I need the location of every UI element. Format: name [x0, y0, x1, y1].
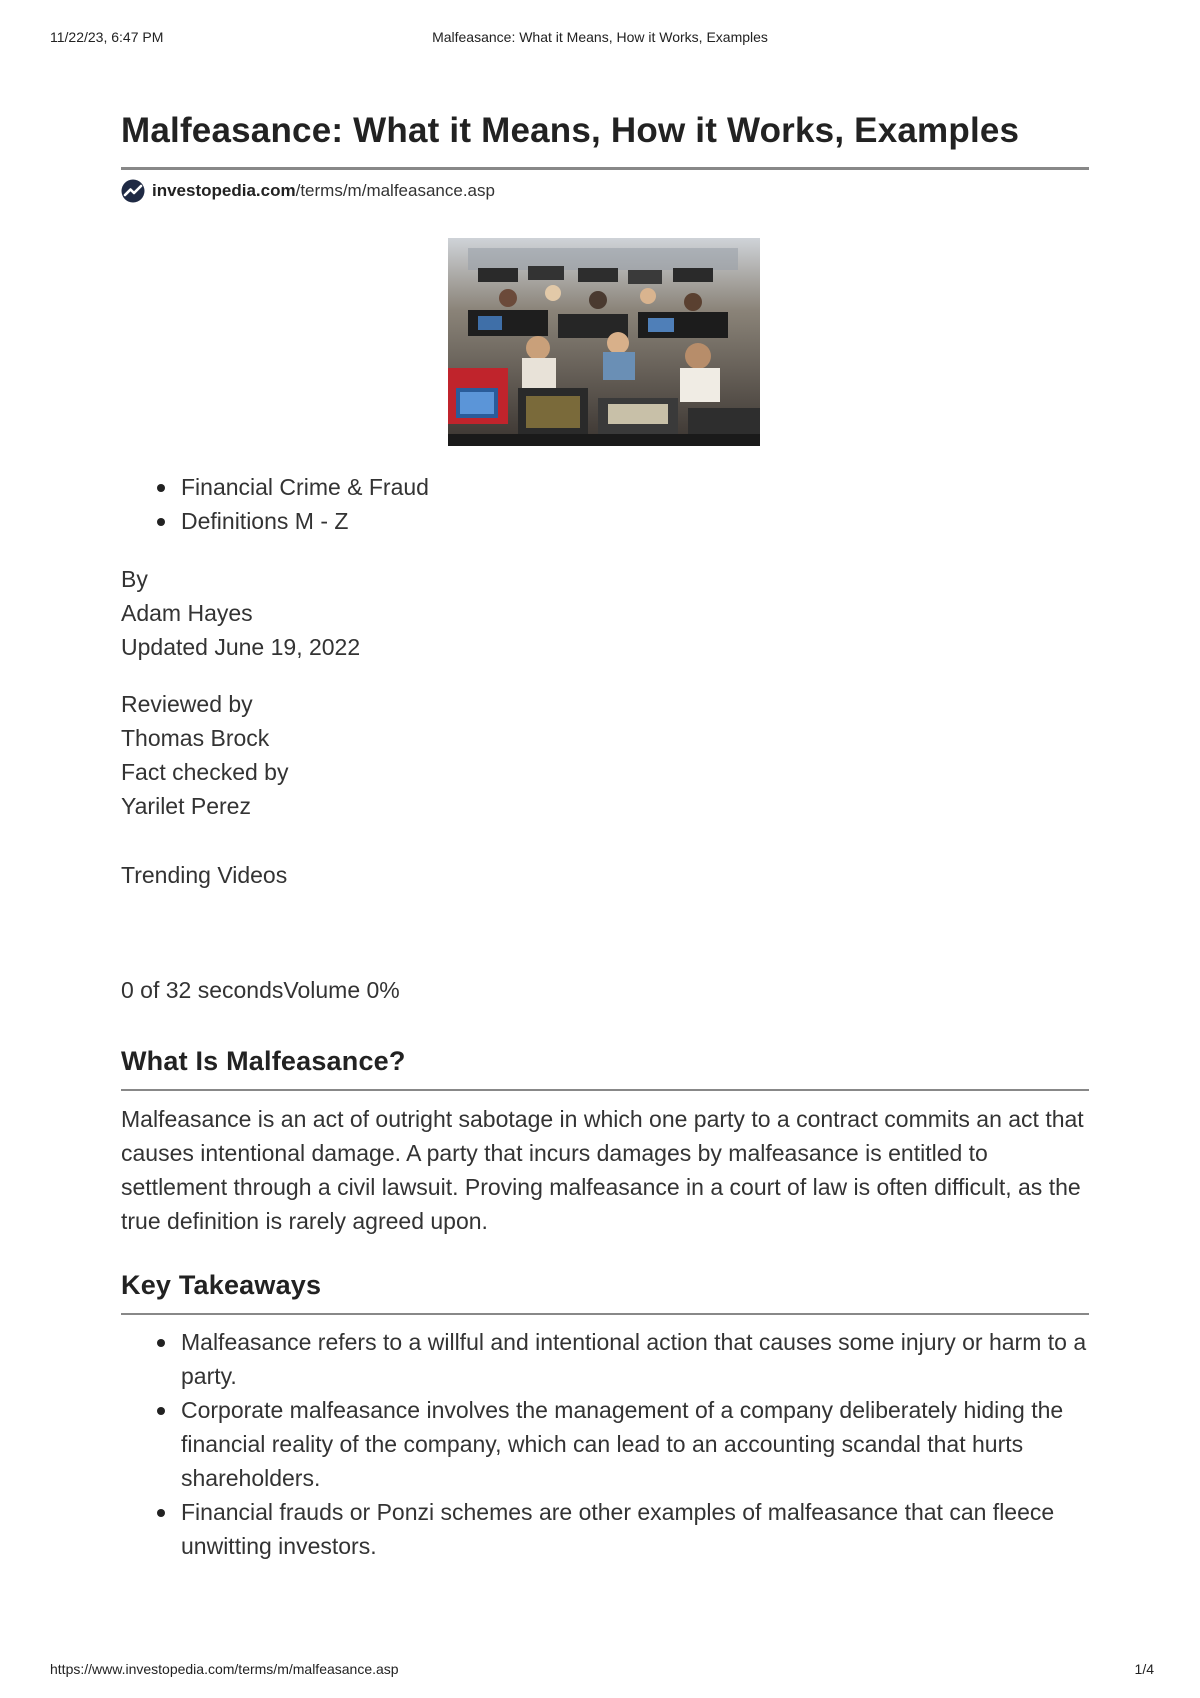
video-player-status: 0 of 32 secondsVolume 0%: [121, 977, 400, 1003]
updated-date: Updated June 19, 2022: [121, 634, 361, 660]
print-header: [0, 29, 1200, 49]
takeaway-text: Corporate malfeasance involves the management of a company deliberately hiding the financial reality of the company, which can lead to an accounting scandal that hurts shareholders.: [181, 1397, 1064, 1491]
tag-label[interactable]: Financial Crime & Fraud: [181, 474, 429, 500]
bullet: [157, 518, 165, 526]
bullet: [157, 1509, 165, 1517]
title-divider: [121, 167, 1089, 170]
key-takeaways-heading: Key Takeaways: [121, 1270, 322, 1300]
page-number: 1/4: [1134, 1661, 1154, 1677]
source-path[interactable]: /terms/m/malfeasance.asp: [295, 181, 495, 200]
fact-checked-label: Fact checked by: [121, 759, 289, 785]
reviewed-by-label: Reviewed by: [121, 691, 253, 717]
section-heading: What Is Malfeasance?: [121, 1046, 406, 1076]
tag-label[interactable]: Definitions M - Z: [181, 508, 349, 534]
key-takeaways-list: [121, 1325, 1089, 1563]
takeaway-text: Malfeasance refers to a willful and intentional action that causes some injury or harm to a party.: [181, 1329, 1087, 1389]
bullet: [157, 1407, 165, 1415]
article-title: Malfeasance: What it Means, How it Works, Examples: [121, 111, 1020, 150]
bullet: [157, 1339, 165, 1347]
list-item: [121, 1325, 1089, 1393]
source-link[interactable]: [121, 178, 495, 204]
author-name[interactable]: Adam Hayes: [121, 600, 253, 626]
reviewer-name[interactable]: Thomas Brock: [121, 725, 270, 751]
investopedia-logo-icon: [121, 179, 145, 203]
hero-image: [448, 238, 760, 446]
byline: [121, 562, 360, 664]
key-takeaways-divider: [121, 1313, 1089, 1315]
print-footer: [0, 1661, 1200, 1681]
trending-videos-label: Trending Videos: [121, 862, 288, 888]
print-page-title: Malfeasance: What it Means, How it Works, Examples: [432, 29, 768, 45]
tag-item[interactable]: [121, 470, 429, 504]
bullet: [157, 484, 165, 492]
fact-checker-name[interactable]: Yarilet Perez: [121, 793, 251, 819]
by-label: By: [121, 566, 148, 592]
section-body: Malfeasance is an act of outright sabotage in which one party to a contract commits an act that causes intentional damage. A party that incurs damages by malfeasance is entitled to settlement through a civil lawsuit. Proving malfeasance in a court of law is often difficult, as the true definition is rarely agreed upon.: [121, 1106, 1084, 1234]
takeaway-text: Financial frauds or Ponzi schemes are other examples of malfeasance that can fleece unwitting investors.: [181, 1499, 1055, 1559]
list-item: [121, 1393, 1089, 1495]
print-footer-url: https://www.investopedia.com/terms/m/malfeasance.asp: [50, 1661, 399, 1677]
list-item: [121, 1495, 1089, 1563]
trading-floor-photo: [448, 238, 760, 446]
tag-list: [121, 470, 429, 538]
review-info: [121, 687, 288, 823]
section-divider: [121, 1089, 1089, 1091]
print-datetime: 11/22/23, 6:47 PM: [50, 29, 164, 45]
tag-item[interactable]: [121, 504, 429, 538]
source-domain[interactable]: investopedia.com: [152, 181, 296, 200]
